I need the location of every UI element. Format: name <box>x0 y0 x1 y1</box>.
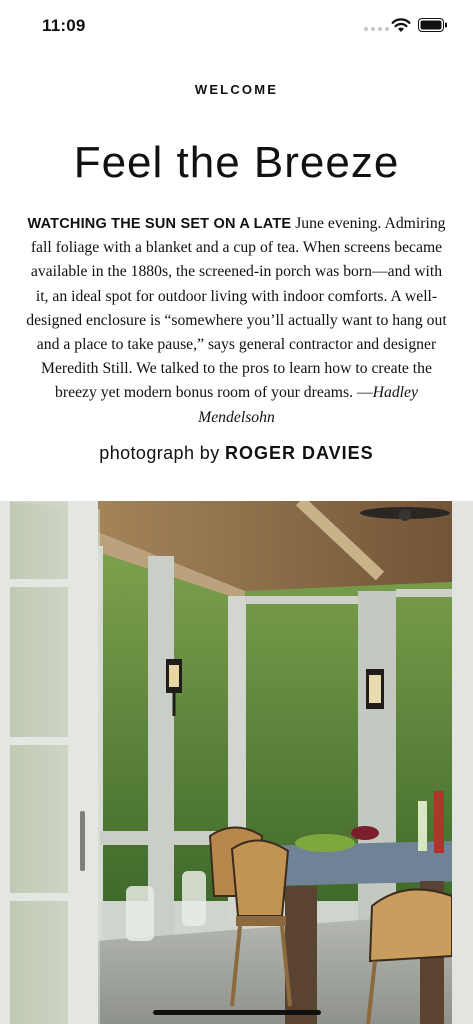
wifi-icon <box>391 17 411 33</box>
deck-lead-in: WATCHING THE SUN SET ON A LATE <box>27 216 292 232</box>
article-title: Feel the Breeze <box>73 138 400 187</box>
deck-body: June evening. Admiring fall foliage with a blanket and a cup of tea. When screens became available in the 1880s, the screened-in porch was born—and with it, an ideal spot for outdoor living with indoor comforts. A well-designed enclosure is “somewhere you’ll actually want to hang out and a place to take pause,” says general contractor and designer Meredith Still. We talked to the pros to learn how to create the breezy yet modern bonus room of your dreams. — <box>26 215 447 402</box>
status-time: 11:09 <box>42 16 86 35</box>
deck-author: Hadley Mendelsohn <box>198 384 418 426</box>
article-deck <box>24 212 449 430</box>
signal-dots-icon <box>364 27 389 31</box>
status-bar <box>0 0 473 50</box>
photo-credit <box>0 443 473 464</box>
section-kicker: WELCOME <box>194 82 279 97</box>
lantern-right <box>366 669 384 709</box>
french-door <box>0 501 100 1024</box>
battery-icon <box>418 18 447 32</box>
home-indicator[interactable] <box>153 1010 321 1015</box>
credit-photographer: ROGER DAVIES <box>225 443 374 463</box>
credit-prefix: photograph by <box>99 443 220 463</box>
hero-photo <box>0 501 473 1024</box>
